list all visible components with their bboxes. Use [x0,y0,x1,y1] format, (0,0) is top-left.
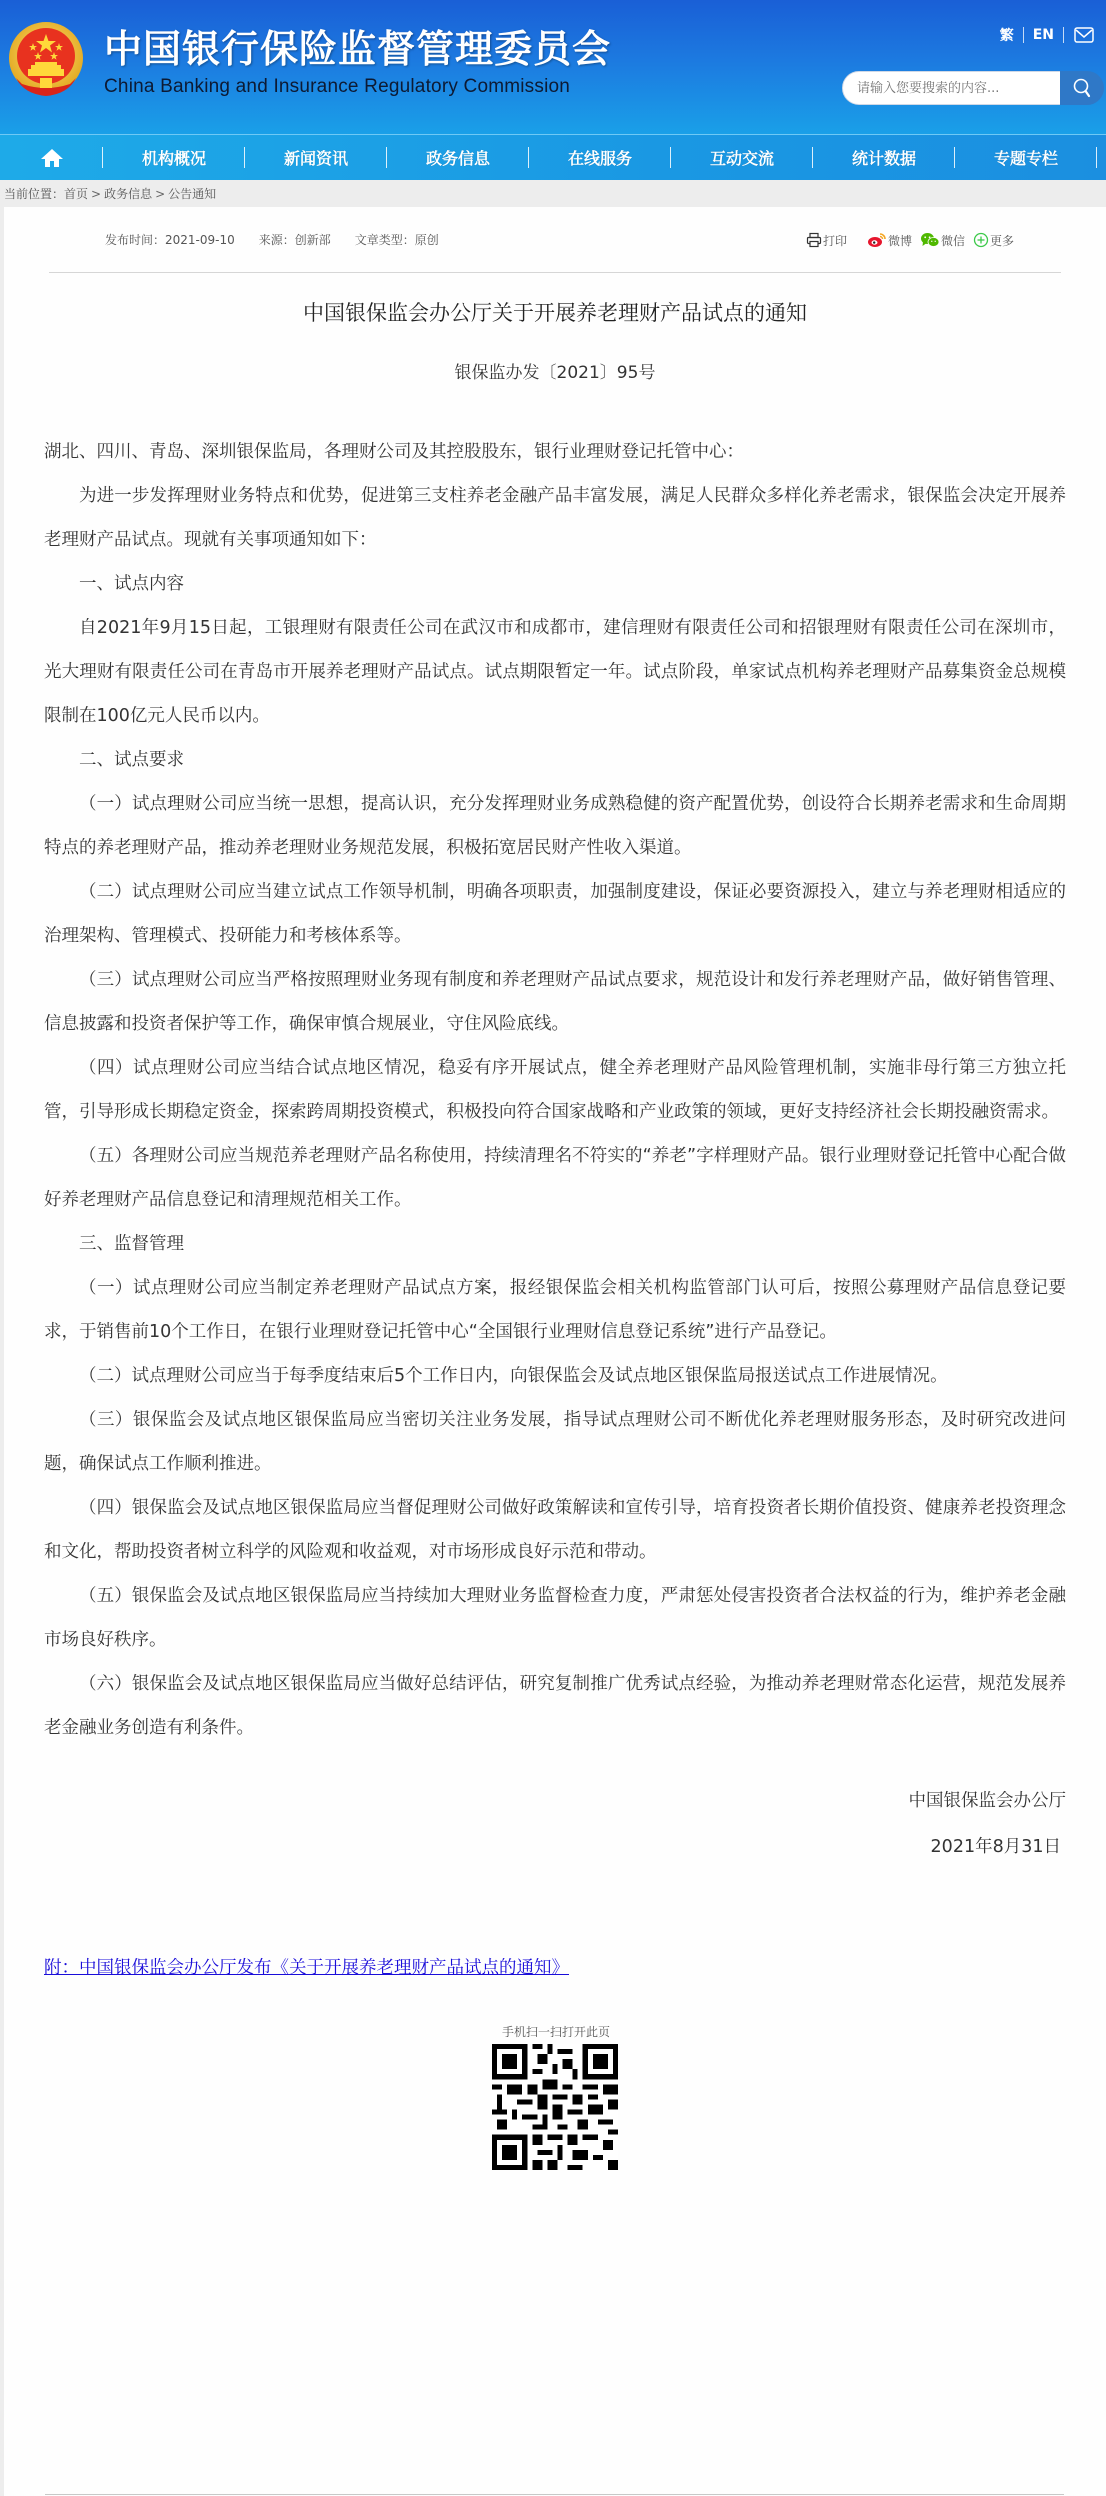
print-label: 打印 [822,233,847,248]
breadcrumb-government-info[interactable]: 政务信息 [104,187,153,201]
national-emblem-icon [4,18,88,102]
paragraph-intro: 为进一步发挥理财业务特点和优势，促进第三支柱养老金融产品丰富发展，满足人民群众多样化养老需求，银保监会决定开展养老理财产品试点。现就有关事项通知如下： [44,486,1066,550]
signature-block [4,1778,1106,1870]
signature-org: 中国银保监会办公厅 [908,1791,1066,1811]
home-icon [40,148,64,168]
section-heading-2: 二、试点要求 [79,750,184,770]
section-heading-3: 三、监督管理 [79,1234,184,1254]
search-button[interactable] [1060,71,1104,105]
nav-home[interactable] [0,135,103,180]
article-card [4,207,1106,2496]
paragraph: （四）试点理财公司应当结合试点地区情况，稳妥有序开展试点，健全养老理财产品风险管理机制，实施非母行第三方独立托管，引导形成长期稳定资金，探索跨周期投资模式，积极投向符合国家战略和产业政策的领域，更好支持经济社会长期投融资需求。 [44,1058,1066,1122]
traditional-chinese-link[interactable]: 繁 [999,28,1014,44]
main-nav [0,135,1106,180]
article-meta-bar [49,207,1061,273]
envelope-icon [1074,27,1094,43]
article-title: 中国银保监会办公厅关于开展养老理财产品试点的通知 [303,301,807,325]
breadcrumb-home[interactable]: 首页 [64,187,89,201]
weibo-icon [867,232,887,248]
nav-item-interaction[interactable]: 互动交流 [671,135,813,180]
top-links [991,25,1094,45]
nav-item-statistics[interactable]: 统计数据 [813,135,955,180]
attachment [44,1954,1066,1979]
breadcrumb-separator: > [91,186,102,201]
paragraph: （五）各理财公司应当规范养老理财产品名称使用，持续清理名不符实的“养老”字样理财产品。银行业理财登记托管中心配合做好养老理财产品信息登记和清理规范相关工作。 [44,1146,1066,1210]
weibo-share-button[interactable] [867,232,912,249]
qr-caption: 手机扫一扫打开此页 [501,2025,610,2039]
breadcrumb-prefix: 当前位置： [4,187,65,201]
nav-item-online-service[interactable]: 在线服务 [529,135,671,180]
paragraph: （一）试点理财公司应当统一思想，提高认识，充分发挥理财业务成熟稳健的资产配置优势，创设符合长期养老需求和生命周期特点的养老理财产品，推动养老理财业务规范发展，积极拓宽居民财产性收入渠道。 [44,794,1066,858]
paragraph: （六）银保监会及试点地区银保监局应当做好总结评估，研究复制推广优秀试点经验，为推动养老理财常态化运营，规范发展养老金融业务创造有利条件。 [44,1674,1066,1738]
site-subtitle: China Banking and Insurance Regulatory Commission [104,76,571,97]
site-title: 中国银行保险监督管理委员会 [104,27,612,71]
wechat-icon [920,232,940,248]
site-header [0,0,1106,135]
article-type: 文章类型：原创 [354,233,439,247]
paragraph: （一）试点理财公司应当制定养老理财产品试点方案，报经银保监会相关机构监管部门认可后，按照公募理财产品信息登记要求，于销售前10个工作日，在银行业理财登记托管中心“全国银行业理财信息登记系统”进行产品登记。 [44,1278,1066,1342]
search-input[interactable] [843,81,1061,96]
attachment-link[interactable]: 附：中国银保监会办公厅发布《关于开展养老理财产品试点的通知》 [44,1958,569,1978]
paragraph: （三）试点理财公司应当严格按照理财业务现有制度和养老理财产品试点要求，规范设计和发行养老理财产品，做好销售管理、信息披露和投资者保护等工作，确保审慎合规展业，守住风险底线。 [44,970,1066,1034]
breadcrumb-separator: > [155,186,166,201]
article-body [44,430,1066,1750]
english-link[interactable]: EN [1032,27,1054,43]
wechat-label: 微信 [940,233,965,248]
publish-time: 发布时间：2021-09-10 [105,233,235,247]
paragraph: （五）银保监会及试点地区银保监局应当持续加大理财业务监督检查力度，严肃惩处侵害投资者合法权益的行为，维护养老金融市场良好秩序。 [44,1586,1066,1650]
search-box [842,71,1062,105]
printer-icon [806,232,822,248]
paragraph: （三）银保监会及试点地区银保监局应当密切关注业务发展，指导试点理财公司不断优化养老理财服务形态，及时研究改进问题，确保试点工作顺利推进。 [44,1410,1066,1474]
share-bar [806,207,1014,273]
plus-circle-icon [973,232,989,248]
nav-item-special-topics[interactable]: 专题专栏 [955,135,1097,180]
paragraph: （二）试点理财公司应当于每季度结束后5个工作日内，向银保监会及试点地区银保监局报送试点工作进展情况。 [79,1366,948,1386]
nav-item-institution-overview[interactable]: 机构概况 [103,135,245,180]
document-number: 银保监办发〔2021〕95号 [454,363,656,383]
qr-block [4,2023,1106,2170]
article-source: 来源：创新部 [258,233,331,247]
paragraph-addressees: 湖北、四川、青岛、深圳银保监局，各理财公司及其控股股东，银行业理财登记托管中心： [44,442,744,462]
nav-item-news[interactable]: 新闻资讯 [245,135,387,180]
weibo-label: 微博 [887,233,912,248]
mail-link[interactable] [1064,27,1094,43]
signature-date: 2021年8月31日 [930,1837,1061,1857]
nav-item-government-info[interactable]: 政务信息 [387,135,529,180]
more-share-button[interactable] [973,232,1014,249]
magnifier-icon [1072,77,1092,99]
paragraph: （二）试点理财公司应当建立试点工作领导机制，明确各项职责，加强制度建设，保证必要资源投入，建立与养老理财相适应的治理架构、管理模式、投研能力和考核体系等。 [44,882,1066,946]
paragraph: （四）银保监会及试点地区银保监局应当督促理财公司做好政策解读和宣传引导，培育投资者长期价值投资、健康养老投资理念和文化，帮助投资者树立科学的风险观和收益观，对市场形成良好示范和带动。 [44,1498,1066,1562]
paragraph: 自2021年9月15日起，工银理财有限责任公司在武汉市和成都市，建信理财有限责任公司和招银理财有限责任公司在深圳市，光大理财有限责任公司在青岛市开展养老理财产品试点。试点期限暂定一年。试点阶段，单家试点机构养老理财产品募集资金总规模限制在100亿元人民币以内。 [44,618,1066,726]
print-button[interactable] [806,232,847,249]
section-heading-1: 一、试点内容 [79,574,184,594]
more-label: 更多 [989,233,1014,248]
breadcrumb [0,180,1106,207]
wechat-share-button[interactable] [920,232,965,249]
breadcrumb-notices[interactable]: 公告通知 [168,187,217,201]
qr-code-icon [492,2044,618,2170]
